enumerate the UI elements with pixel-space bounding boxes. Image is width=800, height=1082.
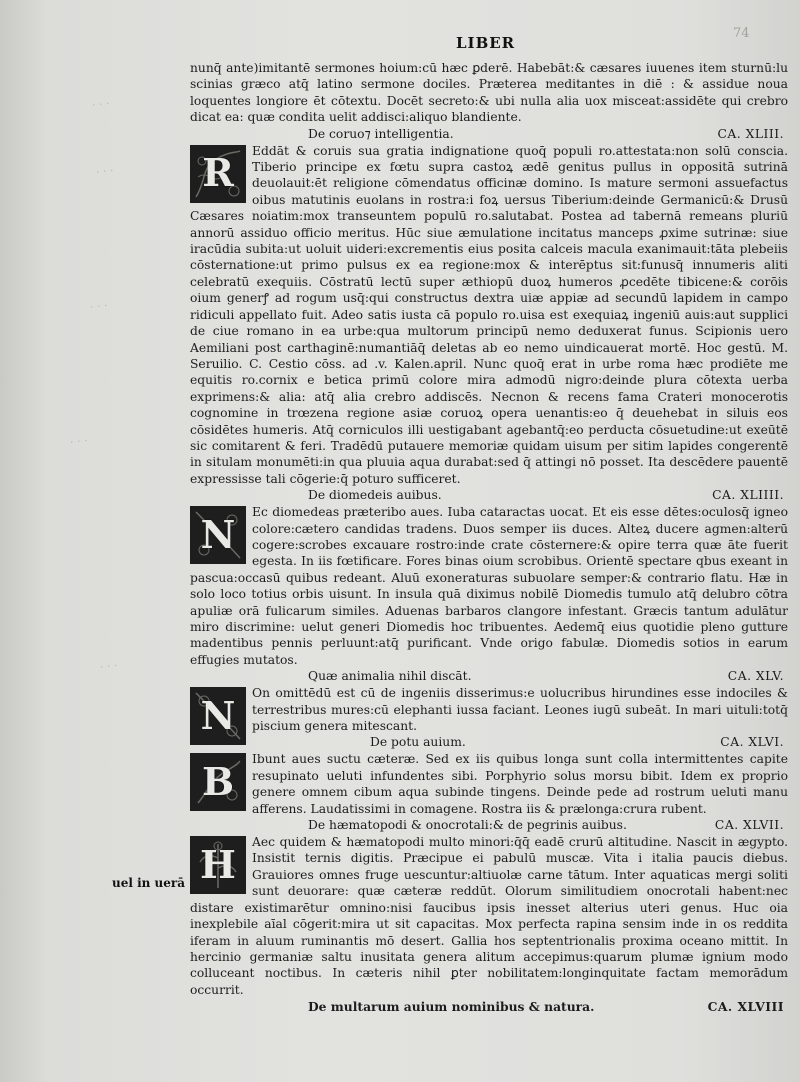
initial-letter: H <box>200 841 236 887</box>
section-heading <box>190 817 788 834</box>
section-body <box>190 751 788 817</box>
running-head: LIBER <box>456 34 516 52</box>
section-heading <box>190 126 788 143</box>
section-title: De multarum auium nominibus & natura. <box>308 999 595 1015</box>
chapter-number: CA. XLV. <box>727 669 784 684</box>
section-body <box>190 504 788 668</box>
chapter-number: CA. XLIIII. <box>712 488 784 503</box>
chapter-number: CA. XLVIII <box>707 999 784 1015</box>
margin-note: uel in uerā <box>112 876 186 890</box>
section-text: Ec diomedeas præteribo aues. Iuba cataractas uocat. Et eis esse dētes:oculosq̄ igneo colore:cætero candidas tradens. Duos semper iis duces. Alteꝝ ducere agmen:alterū cogere:scrobes excauare rostro:inde crate cōsternere:& opire terra quæ āte fuerit egesta. In iis fœtificare. Fores binas oium scrobibus. Orientē spectare qbus exeant in pascua:occasū quibus redeant. Aluū exoneraturas subuolare semper:& contrario flatu. Hæ in solo loco totius orbis uisunt. In insula quā diximus nobilē Diomedis tumulo atq̄ delubro cōtra apuliæ orā fulicarum similes. Aduenas barbaros clangore infestant. Græcis tantum adulātur miro discrimine: uelut generi Diomedis hoc tribuentes. Aedemq̄ eius quotidie pleno gutture madentibus pennis perluunt:atq̄ purificant. Vnde origo fabulæ. Diomedis sotios in earum effugies mutatos. <box>190 505 788 667</box>
initial-letter: R <box>202 150 234 196</box>
section-heading <box>190 668 788 685</box>
initial-letter: N <box>200 511 236 557</box>
section-text: Aec quidem & hæmatopodi multo minori:q̄q̄ eadē crurū altitudine. Nascit in ægypto. Insistit ternis digitis. Præcipue ei pabulū muscæ. Vita i italia paucis diebus. Grauiores omnes fruge uescuntur:altiuolæ carne tātum. Inter aquaticas mergi soliti sunt deuorare: quæ cæteræ reddūt. Olorum similitudiem onocrotali habent:nec distare existimarētur omnino:nisi faucibus ipsis inesset alterius uteri genus. Huc oia inexplebile aīal cōgerit:mira ut sit capacitas. Mox perfecta rapina sensim inde in os reddita iferam in aluum ruminantis mō desert. Gallia hos septentrionalis proxima oceano mittit. In hercinio germaniæ saltu inusitata genera alitum accepimus:quarum plumæ ignium modo colluceant noctibus. In cæteris nihil ꝑter nobilitatem:longinquitate factam memorādum occurrit. <box>190 835 788 997</box>
decorated-initial-b <box>190 753 246 811</box>
section-title: De hæmatopodi & onocrotali:& de pegrinis auibus. <box>308 818 627 833</box>
section-heading <box>190 998 788 1015</box>
bleed-through-annotation: · · · <box>89 299 109 314</box>
main-text-block <box>190 60 788 1015</box>
section-body <box>190 143 788 488</box>
section-text: On omittēdū est cū de ingeniis disserimus:e uolucribus hirundines esse indociles & terrestribus mures:cū elephanti iussa faciant. Leones iugū subeāt. In mari uituli:totq̄ piscium genera mitescant. <box>252 686 788 734</box>
chapter-number: CA. XLIII. <box>717 126 784 141</box>
initial-letter: N <box>200 692 236 738</box>
section-title: Quæ animalia nihil discāt. <box>308 669 472 684</box>
opening-paragraph: nunq̄ ante)imitantē sermones hoium:cū hæc ꝑderē. Habebāt:& cæsares iuuenes item sturnū:lu scinias græco atq̄ latino sermone dociles. Præterea meditantes in diē : & assidue noua loquentes longiore ēt cōtextu. Docēt secreto:& ubi nulla alia uox misceat:assidēte qui crebro dicat ea: quæ condita uelit addisci:aliquo blandiente. <box>190 61 788 125</box>
section-body <box>190 685 788 738</box>
bleed-through-annotation: · · · <box>95 164 115 179</box>
decorated-initial-r <box>190 145 246 203</box>
folio-number: 74 <box>733 26 750 41</box>
chapter-number: CA. XLVI. <box>720 735 784 750</box>
section-text: Ibunt aues suctu cæteræ. Sed ex iis quibus longa sunt colla intermittentes capite resupinato ueluti infundentes sibi. Porphyrio solus morsu bibit. Idem ex proprio genere omnem cibum aqua subinde tingens. Deinde pede ad rostrum ueluti manu afferens. Laudatissimi in comagene. Rostra iis & prælonga:crura rubent. <box>252 752 788 816</box>
bleed-through-annotation: · · · <box>91 97 111 112</box>
decorated-initial-n <box>190 506 246 564</box>
bleed-through-annotation: · · · <box>69 434 89 449</box>
initial-letter: B <box>201 759 235 805</box>
decorated-initial-h <box>190 836 246 894</box>
chapter-number: CA. XLVII. <box>714 818 784 833</box>
section-title: De diomedeis auibus. <box>308 488 442 503</box>
section-heading <box>190 487 788 504</box>
bleed-through-annotation: · · · <box>99 659 119 674</box>
decorated-initial-n <box>190 687 246 745</box>
section-heading <box>252 734 788 751</box>
section-title: De coruo⁊ intelligentia. <box>308 126 454 141</box>
section-body <box>190 834 788 998</box>
section-title: De potu auium. <box>370 735 466 750</box>
section-text: Eddāt & coruis sua gratia indignatione quoq̄ populi ro.attestata:non solū conscia. Tiberio principe ex fœtu supra castoꝝ ædē genitus pullus in oppositā sutrinā deuolauit:ēt religione cōmendatus officinæ domino. Is mature sermoni assuefactus oibus matutinis euolans in rostra:i foꝝ uersus Tiberium:deinde Germanicū:& Drusū Cæsares noiatim:mox transeuntem populū ro.salutabat. Postea ad tabernā remeans pluriū annorū assiduo officio meritus. Hūc siue æmulatione incitatus manceps ꝓxime sutrinæ: siue iracūdia subita:ut uoluit uideri:excrementis eius posita calceis macula exanimauit:tāta plebeiis cōsternatione:ut primo pulsus ex ea regione:mox & interēptus sit:funusq̄ innumeris aliti celebratū exequiis. Cōstratū lectū super æthiopū duoꝝ humeros ꝓcedēte tibicene:& corōis oium generꝭ ad rogum usq̄:qui constructus dextra uiæ appiæ ad secundū lapidem in campo ridiculi appellato fuit. Adeo satis iusta cā populo ro.uisa est exequiaꝝ ingeniū auis:aut supplici de ciue romano in ea urbe:qua multorum principū nemo deduxerat funus. Scipionis uero Aemiliani post carthaginē:numantiāq̄ deletas ab eo nemo uindicauerat mortē. Hoc gestū. M. Seruilio. C. Cestio cōss. ad .v. Kalen.april. Nunc quoq̄ erat in urbe roma hæc prodiēte me equitis ro.cornix e betica primū colore mira admodū nigro:deinde plura cōtexta uerba exprimens:& alia: atq̄ alia crebro addiscēs. Necnon & recens fama Crateri monocerotis cognomine in trœzena regione asiæ coruoꝝ opera uenantis:eo q̄ deuehebat in siluis eos cōsidētes humeris. Atq̄ corniculos illi uestigabant agebantq̄:eo perducta cōsuetudine:ut exeūtē sic comitarent & feri. Tradēdū putauere memoriæ quidam uisum per sitim lapides congerentē in situlam monumēti:in qua pluuia aqua durabat:sed q̄ attingi nō posset. Ita descēdere pauentē expressisse tali cōgerie:q̄ poturo sufficeret. <box>190 143 788 486</box>
